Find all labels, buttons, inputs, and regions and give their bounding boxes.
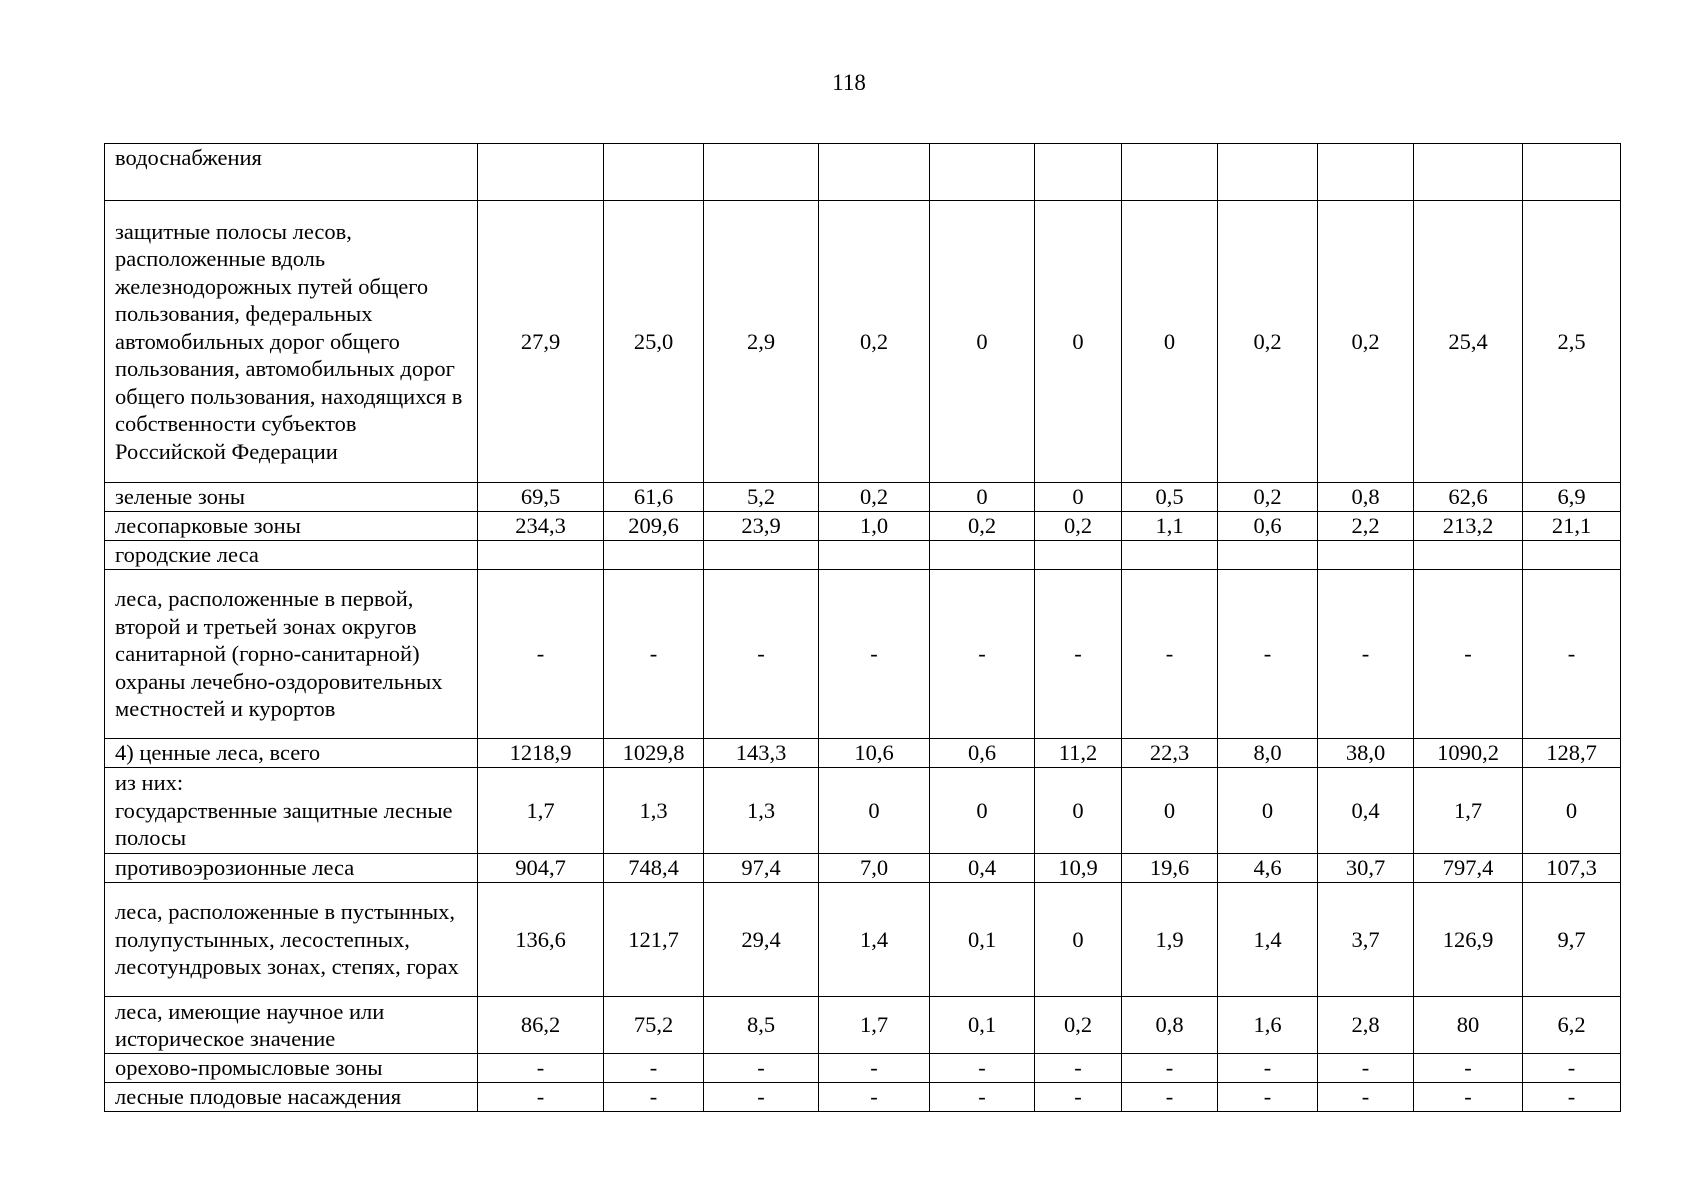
table-cell: 0 xyxy=(1035,768,1122,854)
row-label-text: из них: xyxy=(115,770,184,796)
table-row xyxy=(105,483,1621,512)
table-cell xyxy=(1218,541,1318,570)
table-cell: 5,2 xyxy=(704,483,819,512)
table-cell: 86,2 xyxy=(478,997,604,1054)
table-cell: - xyxy=(930,1054,1035,1083)
table-cell: 38,0 xyxy=(1318,739,1414,768)
table-cell: 0,8 xyxy=(1122,997,1218,1054)
table-row xyxy=(105,144,1621,201)
table-cell: - xyxy=(478,570,604,739)
table-cell: 97,4 xyxy=(704,854,819,883)
table-cell: 0 xyxy=(1218,768,1318,854)
table-cell: 8,0 xyxy=(1218,739,1318,768)
table-cell: 213,2 xyxy=(1414,512,1523,541)
table-cell: - xyxy=(704,1083,819,1112)
table-cell: 1,7 xyxy=(1414,768,1523,854)
table-cell: 7,0 xyxy=(819,854,930,883)
table-row xyxy=(105,512,1621,541)
table-cell: 748,4 xyxy=(604,854,704,883)
table-cell: 0,2 xyxy=(1035,997,1122,1054)
table-cell: 2,2 xyxy=(1318,512,1414,541)
table-cell: - xyxy=(819,570,930,739)
row-label-text: лесопарковые зоны xyxy=(115,513,301,539)
table-cell: 27,9 xyxy=(478,201,604,483)
table-cell: 0 xyxy=(1035,483,1122,512)
table-cell: 128,7 xyxy=(1523,739,1621,768)
table-cell: 2,5 xyxy=(1523,201,1621,483)
table-row xyxy=(105,768,1621,854)
table-cell: 1,0 xyxy=(819,512,930,541)
row-label xyxy=(105,1083,478,1112)
table-cell: 0,6 xyxy=(1218,512,1318,541)
table-cell: 0 xyxy=(930,483,1035,512)
table-cell: 80 xyxy=(1414,997,1523,1054)
table-cell: - xyxy=(1218,1054,1318,1083)
table-cell: - xyxy=(1523,1054,1621,1083)
table-cell: 61,6 xyxy=(604,483,704,512)
table-cell xyxy=(1414,144,1523,201)
row-label xyxy=(105,541,478,570)
table-cell: 136,6 xyxy=(478,883,604,997)
table-cell: - xyxy=(1318,1054,1414,1083)
table-cell: 0,8 xyxy=(1318,483,1414,512)
row-label-text: государственные защитные лесные полосы xyxy=(115,797,453,851)
row-label xyxy=(105,739,478,768)
table-cell xyxy=(478,541,604,570)
table-cell: 797,4 xyxy=(1414,854,1523,883)
table-row xyxy=(105,997,1621,1054)
row-label xyxy=(105,144,478,201)
table-cell: 0 xyxy=(1523,768,1621,854)
table-cell: 1218,9 xyxy=(478,739,604,768)
table-row xyxy=(105,201,1621,483)
table-cell: 11,2 xyxy=(1035,739,1122,768)
table-row xyxy=(105,854,1621,883)
table-cell: - xyxy=(930,570,1035,739)
table-cell: 10,9 xyxy=(1035,854,1122,883)
table-cell: 25,0 xyxy=(604,201,704,483)
page-number: 118 xyxy=(832,70,866,95)
table-cell: 21,1 xyxy=(1523,512,1621,541)
table-cell: - xyxy=(1035,1083,1122,1112)
row-label-text: водоснабжения xyxy=(115,145,262,170)
table-cell: 1,3 xyxy=(704,768,819,854)
table-cell xyxy=(819,144,930,201)
table-cell: - xyxy=(819,1054,930,1083)
table-cell xyxy=(1218,144,1318,201)
row-label-text: зеленые зоны xyxy=(115,484,246,510)
table-cell: 0,2 xyxy=(819,201,930,483)
table-cell: 22,3 xyxy=(1122,739,1218,768)
table-body xyxy=(105,144,1621,1112)
table-cell: 25,4 xyxy=(1414,201,1523,483)
table-cell: - xyxy=(1122,1083,1218,1112)
row-label xyxy=(105,201,478,483)
table-cell: 8,5 xyxy=(704,997,819,1054)
table-cell: 2,8 xyxy=(1318,997,1414,1054)
table-cell: 1,4 xyxy=(1218,883,1318,997)
table-cell xyxy=(1035,541,1122,570)
table-row xyxy=(105,883,1621,997)
table-cell: 1,3 xyxy=(604,768,704,854)
table-cell: - xyxy=(478,1083,604,1112)
table-cell: 209,6 xyxy=(604,512,704,541)
table-cell: 0,2 xyxy=(1218,483,1318,512)
table-cell: 0,5 xyxy=(1122,483,1218,512)
table-cell: 29,4 xyxy=(704,883,819,997)
table-cell: 1,9 xyxy=(1122,883,1218,997)
table-cell: 4,6 xyxy=(1218,854,1318,883)
row-label-text: леса, расположенные в пустынных, полупустынных, лесостепных, лесотундровых зонах, степях, горах xyxy=(115,899,459,980)
table-cell: 0,2 xyxy=(819,483,930,512)
table-row xyxy=(105,1083,1621,1112)
table-cell: 0 xyxy=(1035,201,1122,483)
table-cell xyxy=(819,541,930,570)
table-cell: - xyxy=(478,1054,604,1083)
table-cell: 19,6 xyxy=(1122,854,1218,883)
table-cell: 0,2 xyxy=(1218,201,1318,483)
table-row xyxy=(105,1054,1621,1083)
table-cell: 0 xyxy=(1122,201,1218,483)
table-cell: 1,1 xyxy=(1122,512,1218,541)
table-cell: - xyxy=(1035,1054,1122,1083)
table-cell: 0,2 xyxy=(1035,512,1122,541)
table-cell: 0,1 xyxy=(930,997,1035,1054)
table-cell xyxy=(1122,144,1218,201)
table-cell: 0,1 xyxy=(930,883,1035,997)
table-cell: 69,5 xyxy=(478,483,604,512)
table-cell: 0,4 xyxy=(1318,768,1414,854)
table-cell: - xyxy=(1523,1083,1621,1112)
table-cell: 0,6 xyxy=(930,739,1035,768)
table-cell: - xyxy=(1414,1083,1523,1112)
table-cell xyxy=(1035,144,1122,201)
table-cell xyxy=(930,144,1035,201)
table-cell: 1029,8 xyxy=(604,739,704,768)
row-label xyxy=(105,768,478,854)
table-cell: - xyxy=(604,1083,704,1112)
table-cell: 6,9 xyxy=(1523,483,1621,512)
table-cell: - xyxy=(1218,1083,1318,1112)
row-label-text: противоэрозионные леса xyxy=(115,855,355,881)
row-label xyxy=(105,854,478,883)
table-cell: 0 xyxy=(1035,883,1122,997)
table-cell xyxy=(704,541,819,570)
table-cell: - xyxy=(1414,1054,1523,1083)
table-cell: 30,7 xyxy=(1318,854,1414,883)
table-row xyxy=(105,541,1621,570)
table-cell: 0 xyxy=(1122,768,1218,854)
table-cell: - xyxy=(1318,570,1414,739)
row-label xyxy=(105,512,478,541)
row-label-text: защитные полосы лесов, расположенные вдоль железнодорожных путей общего пользования, федеральных автомобильных дорог общего пользования, автомобильных дорог общего пользования, находящихся в собственности субъектов Российской Федерации xyxy=(115,218,463,464)
table-cell: 234,3 xyxy=(478,512,604,541)
table-cell: - xyxy=(704,570,819,739)
table-cell xyxy=(1122,541,1218,570)
table-cell xyxy=(1523,541,1621,570)
row-label-text: лесные плодовые насаждения xyxy=(115,1084,402,1110)
table-cell: 0,4 xyxy=(930,854,1035,883)
table-cell xyxy=(1318,541,1414,570)
forest-data-table xyxy=(104,143,1621,1112)
table-cell: - xyxy=(704,1054,819,1083)
row-label-text: орехово-промысловые зоны xyxy=(115,1055,383,1081)
table-cell: 6,2 xyxy=(1523,997,1621,1054)
table-cell: - xyxy=(1218,570,1318,739)
table-cell: 0 xyxy=(819,768,930,854)
table-cell: - xyxy=(819,1083,930,1112)
table-cell: 3,7 xyxy=(1318,883,1414,997)
table-cell: 126,9 xyxy=(1414,883,1523,997)
table-cell: 1,4 xyxy=(819,883,930,997)
table-cell: - xyxy=(1122,1054,1218,1083)
table-cell: 2,9 xyxy=(704,201,819,483)
table-cell: - xyxy=(1523,570,1621,739)
row-label xyxy=(105,570,478,739)
table-cell: 107,3 xyxy=(1523,854,1621,883)
table-cell: 0 xyxy=(930,768,1035,854)
table-cell: - xyxy=(1122,570,1218,739)
table-cell: - xyxy=(930,1083,1035,1112)
table-cell: - xyxy=(604,1054,704,1083)
row-label-text: леса, имеющие научное или историческое значение xyxy=(115,998,385,1051)
row-label xyxy=(105,997,478,1054)
table-cell xyxy=(478,144,604,201)
table-cell xyxy=(1523,144,1621,201)
table-cell: 143,3 xyxy=(704,739,819,768)
table-cell: 0,2 xyxy=(1318,201,1414,483)
table-cell xyxy=(1318,144,1414,201)
table-cell: - xyxy=(1318,1083,1414,1112)
row-label-text: городские леса xyxy=(115,542,259,568)
row-label-text: леса, расположенные в первой, второй и третьей зонах округов санитарной (горно-санитарной) охраны лечебно-оздоровительных местностей и курортов xyxy=(115,586,443,722)
table-row xyxy=(105,570,1621,739)
table-cell: 1,6 xyxy=(1218,997,1318,1054)
table-cell: 1,7 xyxy=(478,768,604,854)
table-cell: 75,2 xyxy=(604,997,704,1054)
table-cell xyxy=(604,541,704,570)
table-cell: 23,9 xyxy=(704,512,819,541)
table-cell: - xyxy=(604,570,704,739)
table-row xyxy=(105,739,1621,768)
row-label-text: 4) ценные леса, всего xyxy=(115,740,321,766)
table-cell: 9,7 xyxy=(1523,883,1621,997)
table-cell: 0 xyxy=(930,201,1035,483)
row-label xyxy=(105,1054,478,1083)
table-cell: 62,6 xyxy=(1414,483,1523,512)
table-cell: 0,2 xyxy=(930,512,1035,541)
table-cell: 121,7 xyxy=(604,883,704,997)
table-cell xyxy=(1414,541,1523,570)
table-cell: 1,7 xyxy=(819,997,930,1054)
table-cell: - xyxy=(1414,570,1523,739)
table-cell: 1090,2 xyxy=(1414,739,1523,768)
table-cell: 10,6 xyxy=(819,739,930,768)
table-cell xyxy=(604,144,704,201)
table-cell: 904,7 xyxy=(478,854,604,883)
table-cell xyxy=(930,541,1035,570)
row-label xyxy=(105,483,478,512)
table-cell: - xyxy=(1035,570,1122,739)
row-label xyxy=(105,883,478,997)
table-cell xyxy=(704,144,819,201)
